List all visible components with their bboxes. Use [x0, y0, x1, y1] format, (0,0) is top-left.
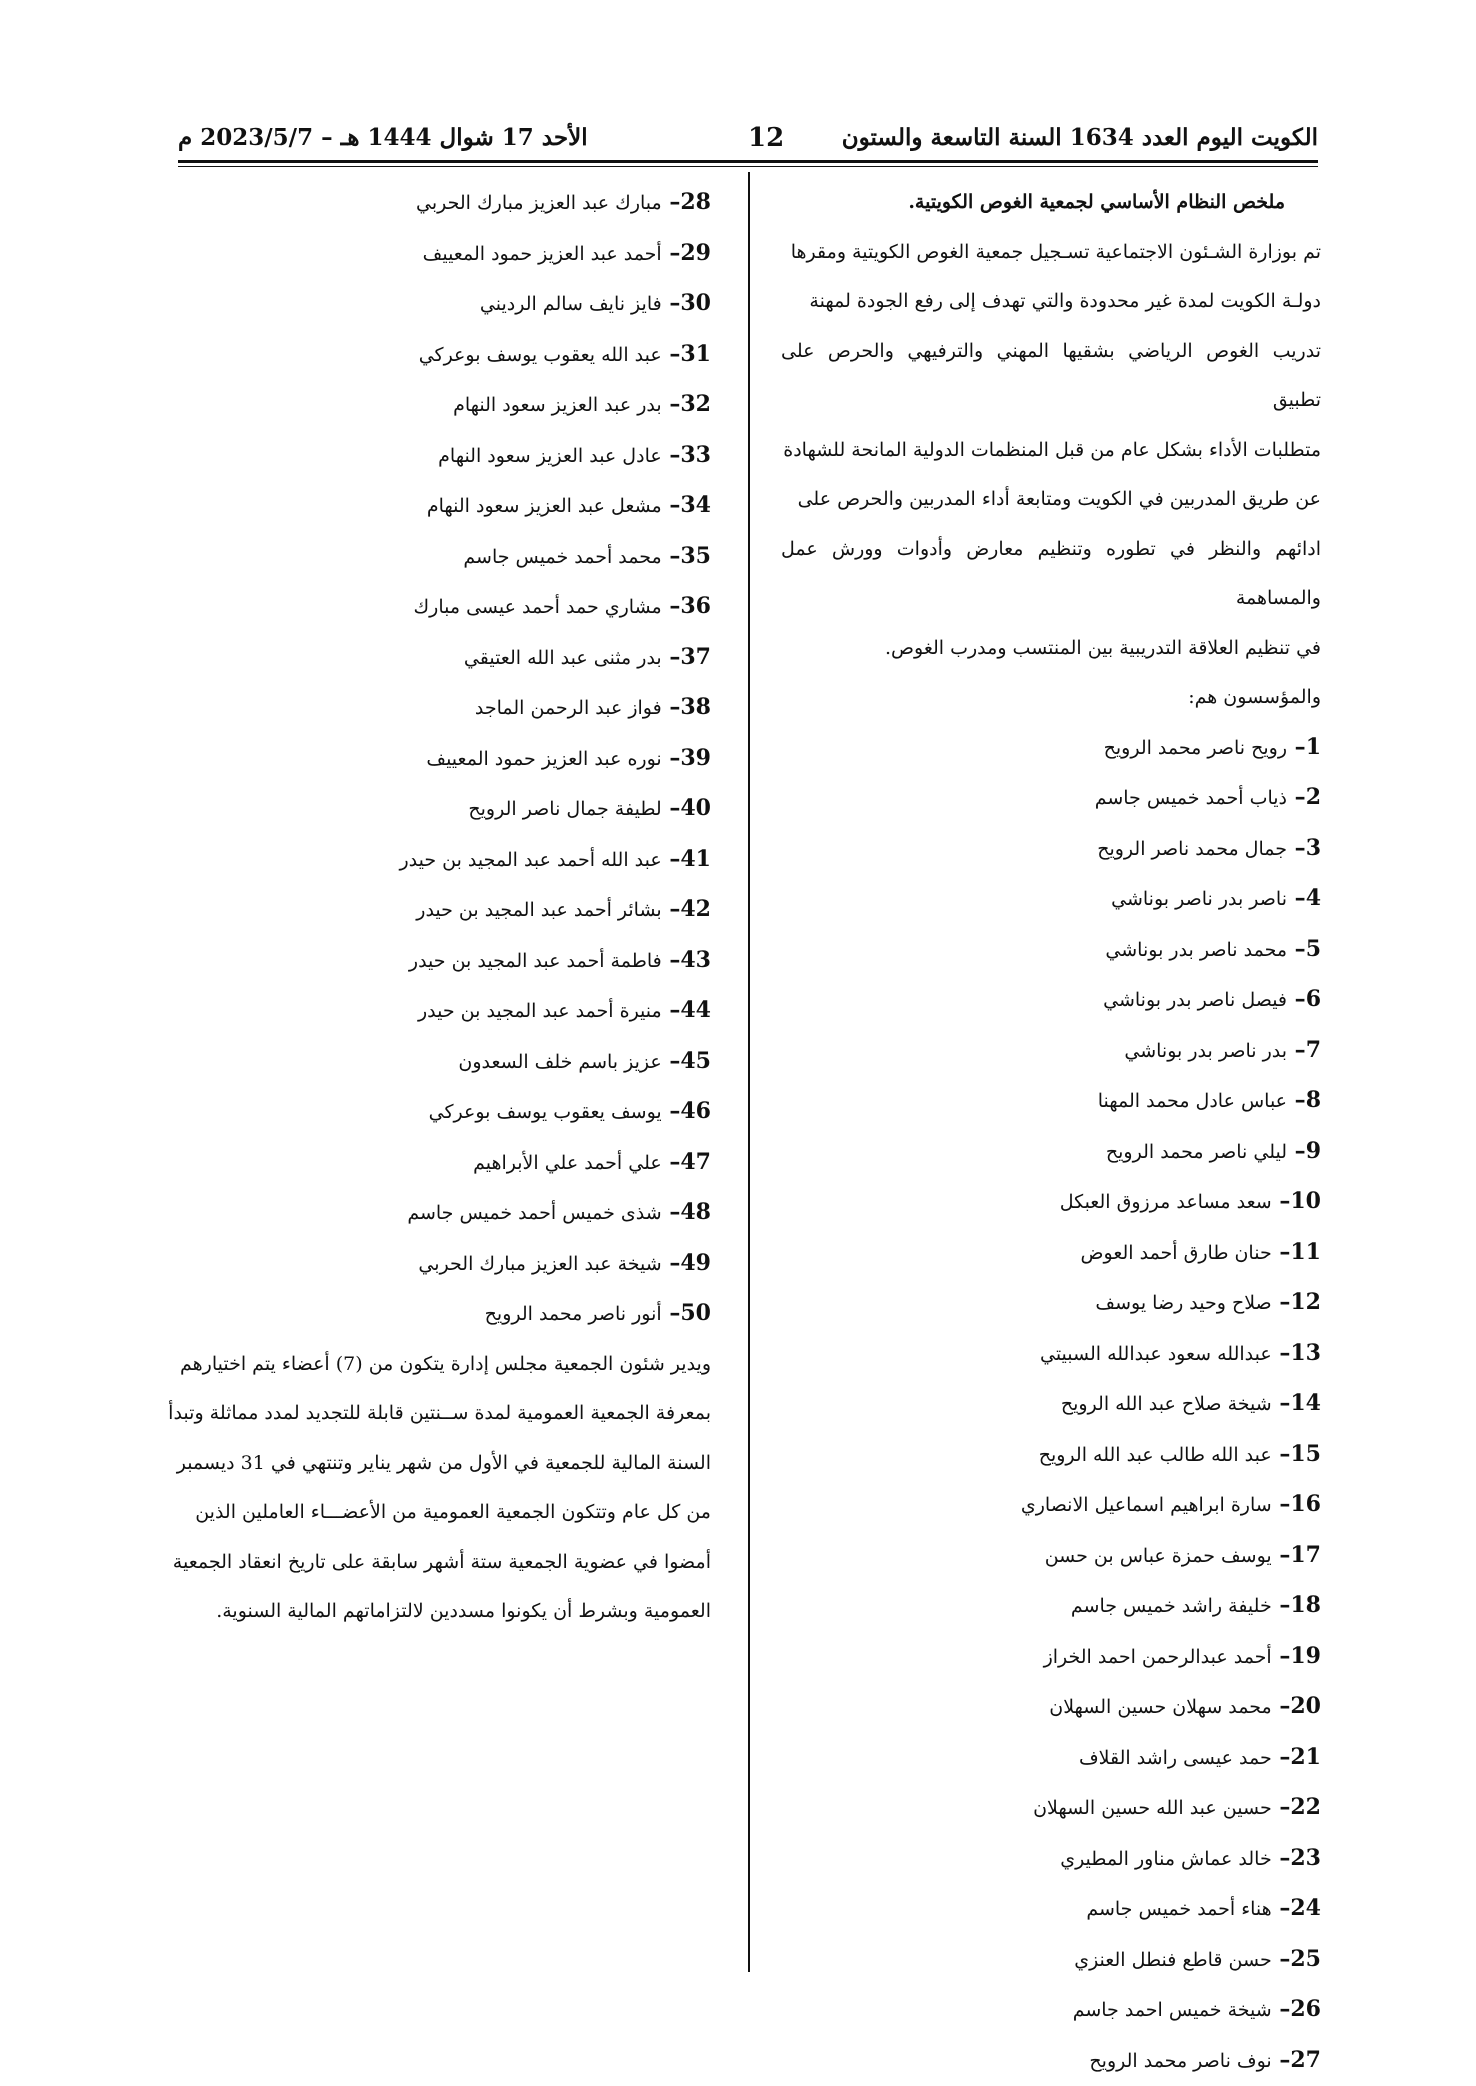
founder-name: سعد مساعد مرزوق العبكل	[1060, 1191, 1272, 1213]
issue-date: الأحد 17 شوال 1444 هـ – 2023/5/7 م	[178, 118, 588, 158]
gazette-issue-info: الكويت اليوم العدد 1634 السنة التاسعة والستون	[842, 118, 1318, 158]
founder-dash: –	[1287, 835, 1306, 861]
founders-label: والمؤسسون هم:	[781, 673, 1321, 723]
founder-number: 34	[680, 492, 711, 518]
founder-name: شيخة خميس احمد جاسم	[1073, 1999, 1272, 2021]
founder-dash: –	[662, 290, 681, 316]
founder-number: 24	[1290, 1895, 1321, 1921]
founder-item	[781, 1076, 1321, 1127]
founder-dash: –	[662, 947, 681, 973]
founder-number: 37	[680, 644, 711, 670]
founder-item	[781, 874, 1321, 925]
founder-number: 18	[1290, 1592, 1321, 1618]
founder-item	[141, 734, 711, 785]
founder-item	[781, 1682, 1321, 1733]
founder-dash: –	[662, 1199, 681, 1225]
founder-name: عادل عبد العزيز سعود النهام	[438, 445, 662, 467]
founder-dash: –	[1272, 1390, 1291, 1416]
founder-dash: –	[1272, 1643, 1291, 1669]
founder-number: 28	[680, 189, 711, 215]
founder-name: شيخة صلاح عبد الله الرويح	[1061, 1393, 1272, 1415]
founder-dash: –	[1272, 1996, 1291, 2022]
intro-line: دولـة الكويت لمدة غير محدودة والتي تهدف إلى رفع الجودة لمهنة	[781, 277, 1321, 327]
founder-item	[781, 1430, 1321, 1481]
right-column	[781, 178, 1321, 2086]
closing-line: السنة المالية للجمعية في الأول من شهر يناير وتنتهي في 31 ديسمبر	[141, 1439, 711, 1489]
founder-name: حمد عيسى راشد القلاف	[1079, 1747, 1272, 1769]
founder-name: عبد الله يعقوب يوسف بوعركي	[419, 344, 662, 366]
founder-dash: –	[662, 795, 681, 821]
founder-item	[141, 936, 711, 987]
founder-dash: –	[662, 997, 681, 1023]
founder-number: 50	[680, 1300, 711, 1326]
closing-line: ويدير شئون الجمعية مجلس إدارة يتكون من (7) أعضاء يتم اختيارهم	[141, 1340, 711, 1390]
founder-number: 21	[1290, 1744, 1321, 1770]
founder-dash: –	[662, 745, 681, 771]
founder-name: أحمد عبدالرحمن احمد الخراز	[1044, 1646, 1272, 1668]
founder-item	[141, 1138, 711, 1189]
founder-name: يوسف حمزة عباس بن حسن	[1045, 1545, 1272, 1567]
founder-item	[141, 178, 711, 229]
founder-item	[781, 1379, 1321, 1430]
founder-item	[781, 1480, 1321, 1531]
founder-number: 9	[1306, 1138, 1321, 1164]
founder-item	[781, 1581, 1321, 1632]
founder-number: 5	[1306, 936, 1321, 962]
founder-dash: –	[662, 442, 681, 468]
page-header	[178, 118, 1318, 158]
closing-line: من كل عام وتتكون الجمعية العمومية من الأعضـــاء العاملين الذين	[141, 1488, 711, 1538]
founder-name: شذى خميس أحمد خميس جاسم	[407, 1202, 661, 1224]
founder-name: عبد الله أحمد عبد المجيد بن حيدر	[399, 849, 661, 871]
founder-item	[141, 279, 711, 330]
founder-dash: –	[1272, 1188, 1291, 1214]
founder-dash: –	[662, 189, 681, 215]
founder-name: فيصل ناصر بدر بوناشي	[1103, 989, 1287, 1011]
founder-number: 33	[680, 442, 711, 468]
founder-dash: –	[662, 1300, 681, 1326]
founder-number: 43	[680, 947, 711, 973]
founder-name: بدر ناصر بدر بوناشي	[1124, 1040, 1287, 1062]
founder-dash: –	[662, 694, 681, 720]
founder-dash: –	[1272, 1491, 1291, 1517]
founder-number: 8	[1306, 1087, 1321, 1113]
column-divider	[748, 172, 750, 1972]
founder-name: أحمد عبد العزيز حمود المعييف	[423, 243, 662, 265]
founder-dash: –	[1272, 1794, 1291, 1820]
founder-number: 47	[680, 1149, 711, 1175]
founder-number: 27	[1290, 2047, 1321, 2073]
founder-dash: –	[1272, 1693, 1291, 1719]
founder-number: 13	[1290, 1340, 1321, 1366]
founder-number: 3	[1306, 835, 1321, 861]
founder-item	[781, 1935, 1321, 1986]
founder-number: 36	[680, 593, 711, 619]
founder-number: 7	[1306, 1037, 1321, 1063]
founder-name: مشاري حمد أحمد عيسى مبارك	[414, 596, 662, 618]
founder-number: 26	[1290, 1996, 1321, 2022]
founder-name: فواز عبد الرحمن الماجد	[475, 697, 662, 719]
section-title: ملخص النظام الأساسي لجمعية الغوص الكويتية.	[781, 178, 1321, 228]
founder-name: شيخة عبد العزيز مبارك الحربي	[418, 1253, 661, 1275]
founder-name: محمد ناصر بدر بوناشي	[1105, 939, 1287, 961]
founder-item	[141, 633, 711, 684]
founder-dash: –	[1272, 1239, 1291, 1265]
founder-item	[781, 1632, 1321, 1683]
left-column	[141, 178, 711, 1637]
founder-name: مشعل عبد العزيز سعود النهام	[427, 495, 662, 517]
founder-number: 44	[680, 997, 711, 1023]
founder-name: حسن قاطع فنطل العنزي	[1074, 1949, 1272, 1971]
founder-name: حنان طارق أحمد العوض	[1081, 1242, 1272, 1264]
founder-item	[781, 723, 1321, 774]
founder-item	[781, 1985, 1321, 2036]
founder-number: 12	[1290, 1289, 1321, 1315]
founder-item	[781, 2036, 1321, 2086]
intro-line: تدريب الغوص الرياضي بشقيها المهني والترفيهي والحرص على تطبيق	[781, 327, 1321, 426]
founder-dash: –	[662, 1048, 681, 1074]
founder-name: مبارك عبد العزيز مبارك الحربي	[416, 192, 662, 214]
founder-number: 31	[680, 341, 711, 367]
founder-number: 25	[1290, 1946, 1321, 1972]
header-rule-thick	[178, 160, 1318, 163]
closing-line: العمومية وبشرط أن يكونوا مسددين لالتزاماتهم المالية السنوية.	[141, 1587, 711, 1637]
founder-dash: –	[1272, 1340, 1291, 1366]
founder-dash: –	[662, 593, 681, 619]
founder-dash: –	[662, 644, 681, 670]
founder-name: خليفة راشد خميس جاسم	[1071, 1595, 1272, 1617]
founder-dash: –	[662, 391, 681, 417]
founder-dash: –	[662, 846, 681, 872]
founder-item	[781, 1733, 1321, 1784]
founder-name: عبدالله سعود عبدالله السبيتي	[1040, 1343, 1272, 1365]
closing-line: بمعرفة الجمعية العمومية لمدة ســنتين قابلة للتجديد لمدد مماثلة وتبدأ	[141, 1389, 711, 1439]
founder-dash: –	[1287, 784, 1306, 810]
founder-item	[141, 532, 711, 583]
founder-item	[141, 835, 711, 886]
founder-number: 42	[680, 896, 711, 922]
founder-dash: –	[1272, 1845, 1291, 1871]
founder-name: ناصر بدر ناصر بوناشي	[1111, 888, 1287, 910]
founder-item	[781, 1278, 1321, 1329]
founder-number: 38	[680, 694, 711, 720]
founder-dash: –	[1272, 1542, 1291, 1568]
founder-name: هناء أحمد خميس جاسم	[1086, 1898, 1271, 1920]
founder-name: أنور ناصر محمد الرويح	[485, 1303, 662, 1325]
founder-number: 30	[680, 290, 711, 316]
founder-dash: –	[662, 1149, 681, 1175]
founder-item	[141, 986, 711, 1037]
founder-number: 23	[1290, 1845, 1321, 1871]
founder-number: 32	[680, 391, 711, 417]
founder-dash: –	[1272, 1946, 1291, 1972]
founder-item	[781, 1228, 1321, 1279]
founder-number: 4	[1306, 885, 1321, 911]
founder-name: ذياب أحمد خميس جاسم	[1095, 787, 1287, 809]
founder-number: 6	[1306, 986, 1321, 1012]
founder-dash: –	[662, 896, 681, 922]
founder-item	[781, 1783, 1321, 1834]
founder-name: صلاح وحيد رضا يوسف	[1095, 1292, 1271, 1314]
founder-item	[781, 1884, 1321, 1935]
founder-dash: –	[1272, 1744, 1291, 1770]
founder-dash: –	[1287, 1138, 1306, 1164]
founder-name: فاطمة أحمد عبد المجيد بن حيدر	[409, 950, 662, 972]
founder-name: فايز نايف سالم الرديني	[480, 293, 662, 315]
founders-list-left	[141, 178, 711, 1340]
closing-line: أمضوا في عضوية الجمعية ستة أشهر سابقة على تاريخ انعقاد الجمعية	[141, 1538, 711, 1588]
founder-item	[141, 1239, 711, 1290]
founder-number: 19	[1290, 1643, 1321, 1669]
founder-name: حسين عبد الله حسين السهلان	[1033, 1797, 1272, 1819]
founder-number: 22	[1290, 1794, 1321, 1820]
founder-dash: –	[1272, 1441, 1291, 1467]
founder-number: 14	[1290, 1390, 1321, 1416]
founder-dash: –	[662, 492, 681, 518]
founder-name: عباس عادل محمد المهنا	[1098, 1090, 1287, 1112]
founder-name: علي أحمد علي الأبراهيم	[473, 1152, 662, 1174]
founder-number: 46	[680, 1098, 711, 1124]
founder-dash: –	[662, 1250, 681, 1276]
founder-number: 15	[1290, 1441, 1321, 1467]
founder-item	[141, 683, 711, 734]
founder-name: عبد الله طالب عبد الله الرويح	[1039, 1444, 1272, 1466]
founder-item	[781, 975, 1321, 1026]
founder-name: ليلي ناصر محمد الرويح	[1106, 1141, 1287, 1163]
founder-number: 39	[680, 745, 711, 771]
founder-item	[141, 1289, 711, 1340]
page-number: 12	[748, 118, 784, 158]
founder-name: بدر عبد العزيز سعود النهام	[453, 394, 662, 416]
intro-line: ادائهم والنظر في تطوره وتنظيم معارض وأدوات وورش عمل والمساهمة	[781, 525, 1321, 624]
founder-item	[781, 1026, 1321, 1077]
header-rule-thin	[178, 166, 1318, 167]
founder-dash: –	[1287, 1037, 1306, 1063]
founder-item	[141, 1188, 711, 1239]
founder-number: 2	[1306, 784, 1321, 810]
founder-number: 10	[1290, 1188, 1321, 1214]
founder-dash: –	[1272, 1895, 1291, 1921]
founder-name: جمال محمد ناصر الرويح	[1097, 838, 1287, 860]
founder-number: 41	[680, 846, 711, 872]
founder-name: نوف ناصر محمد الرويح	[1089, 2050, 1271, 2072]
founder-number: 45	[680, 1048, 711, 1074]
founder-item	[141, 1037, 711, 1088]
founder-name: سارة ابراهيم اسماعيل الانصاري	[1021, 1494, 1272, 1516]
founder-number: 20	[1290, 1693, 1321, 1719]
founder-item	[141, 431, 711, 482]
intro-line: متطلبات الأداء بشكل عام من قبل المنظمات الدولية المانحة للشهادة	[781, 426, 1321, 476]
founder-name: يوسف يعقوب يوسف بوعركي	[429, 1101, 662, 1123]
founder-dash: –	[1287, 734, 1306, 760]
intro-line: تم بوزارة الشـئون الاجتماعية تسـجيل جمعية الغوص الكويتية ومقرها	[781, 228, 1321, 278]
founder-item	[781, 1531, 1321, 1582]
founder-item	[141, 481, 711, 532]
founder-number: 49	[680, 1250, 711, 1276]
founder-dash: –	[1287, 885, 1306, 911]
intro-line: في تنظيم العلاقة التدريبية بين المنتسب ومدرب الغوص.	[781, 624, 1321, 674]
founder-number: 40	[680, 795, 711, 821]
founder-item	[781, 925, 1321, 976]
founder-dash: –	[1287, 936, 1306, 962]
founder-item	[141, 380, 711, 431]
founder-number: 17	[1290, 1542, 1321, 1568]
founder-item	[781, 773, 1321, 824]
founder-item	[141, 330, 711, 381]
founder-name: رويح ناصر محمد الرويح	[1104, 737, 1287, 759]
founder-name: بدر مثنى عبد الله العتيقي	[464, 647, 662, 669]
founder-number: 35	[680, 543, 711, 569]
founder-item	[141, 582, 711, 633]
intro-line: عن طريق المدربين في الكويت ومتابعة أداء المدربين والحرص على	[781, 475, 1321, 525]
founder-item	[141, 784, 711, 835]
founder-number: 16	[1290, 1491, 1321, 1517]
founder-item	[781, 1127, 1321, 1178]
founder-item	[781, 1834, 1321, 1885]
founder-number: 1	[1306, 734, 1321, 760]
founder-number: 11	[1290, 1239, 1321, 1265]
founder-dash: –	[1287, 1087, 1306, 1113]
founder-dash: –	[662, 543, 681, 569]
founder-dash: –	[1272, 2047, 1291, 2073]
founder-dash: –	[662, 341, 681, 367]
founder-dash: –	[662, 240, 681, 266]
founders-list-right	[781, 723, 1321, 2086]
founder-item	[781, 1177, 1321, 1228]
founder-item	[781, 824, 1321, 875]
founder-name: لطيفة جمال ناصر الرويح	[468, 798, 661, 820]
founder-number: 48	[680, 1199, 711, 1225]
founder-name: عزيز باسم خلف السعدون	[458, 1051, 661, 1073]
founder-number: 29	[680, 240, 711, 266]
founder-dash: –	[662, 1098, 681, 1124]
founder-name: محمد سهلان حسين السهلان	[1049, 1696, 1271, 1718]
founder-name: منيرة أحمد عبد المجيد بن حيدر	[418, 1000, 662, 1022]
founder-item	[141, 885, 711, 936]
founder-name: خالد عماش مناور المطيري	[1060, 1848, 1272, 1870]
founder-item	[141, 229, 711, 280]
founder-dash: –	[1272, 1592, 1291, 1618]
founder-dash: –	[1272, 1289, 1291, 1315]
founder-dash: –	[1287, 986, 1306, 1012]
founder-item	[141, 1087, 711, 1138]
founder-name: نوره عبد العزيز حمود المعييف	[426, 748, 661, 770]
founder-name: بشائر أحمد عبد المجيد بن حيدر	[416, 899, 661, 921]
founder-name: محمد أحمد خميس جاسم	[463, 546, 661, 568]
founder-item	[781, 1329, 1321, 1380]
